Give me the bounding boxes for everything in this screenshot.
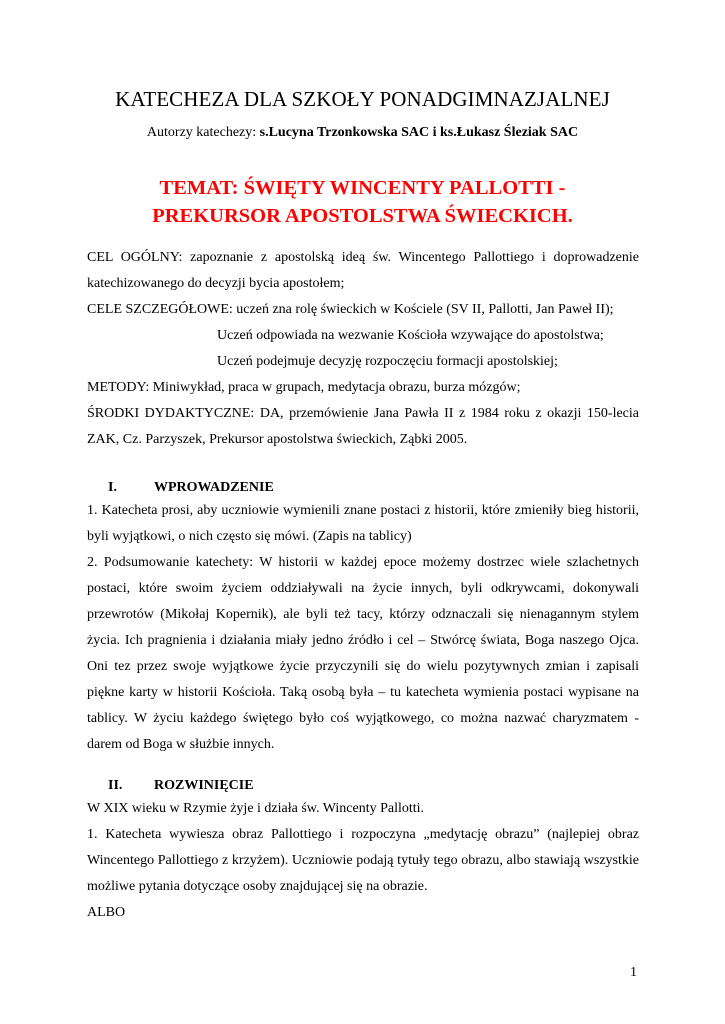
- authors-line: [0, 124, 725, 142]
- methods: METODY: Miniwykład, praca w grupach, medytacja obrazu, burza mózgów;: [87, 380, 521, 395]
- specific-goal-2: Uczeń odpowiada na wezwanie Kościoła wzywające do apostolstwa;: [217, 328, 604, 343]
- page-number: 1: [630, 965, 637, 980]
- topic-line-1: TEMAT: ŚWIĘTY WINCENTY PALLOTTI -: [159, 177, 566, 199]
- section-1-title: WPROWADZENIE: [154, 480, 274, 495]
- topic-line-2: PREKURSOR APOSTOLSTWA ŚWIECKICH.: [152, 205, 573, 227]
- authors-prefix: Autorzy katechezy:: [146, 125, 260, 140]
- authors-names: s.Lucyna Trzonkowska SAC i ks.Łukasz Śleziak SAC: [259, 125, 579, 140]
- specific-goals: CELE SZCZEGÓŁOWE: uczeń zna rolę świeckich w Kościele (SV II, Pallotti, Jan Paweł II);: [87, 302, 614, 317]
- section-1-body: [87, 498, 639, 758]
- section-2-title: ROZWINIĘCIE: [154, 778, 254, 793]
- section-1-heading: [108, 478, 274, 498]
- section-2-paragraph-2: 1. Katecheta wywiesza obraz Pallottiego i rozpoczyna „medytację obrazu” (najlepiej obraz Wincentego Pallottiego z krzyżem). Uczniowie podają tytuły tego obrazu, albo stawiają wszystkie możliwe pytania dotyczące osoby znajdującej się na obrazie.: [87, 827, 639, 894]
- document-title: KATECHEZA DLA SZKOŁY PONADGIMNAZJALNEJ: [115, 87, 610, 111]
- teaching-aids: ŚRODKI DYDAKTYCZNE: DA, przemówienie Jana Pawła II z 1984 roku z okazji 150-lecia ZAK, Cz. Parzyszek, Prekursor apostolstwa świeckich, Ząbki 2005.: [87, 406, 639, 447]
- section-2-paragraph-3: ALBO: [87, 905, 126, 920]
- section-2-number: II.: [108, 778, 123, 793]
- general-goal: CEL OGÓLNY: zapoznanie z apostolską ideą św. Wincentego Pallottiego i doprowadzenie katechizowanego do decyzji bycia apostołem;: [87, 250, 639, 291]
- section-1-paragraph-1: 1. Katecheta prosi, aby uczniowie wymienili znane postaci z historii, które zmieniły bieg historii, byli wyjątkowi, o nich często się mówi. (Zapis na tablicy): [87, 503, 639, 544]
- topic-heading: [0, 174, 725, 230]
- section-2-heading: [108, 776, 254, 796]
- lesson-goals: [87, 245, 639, 453]
- specific-goal-3: Uczeń podejmuje decyzję rozpoczęciu formacji apostolskiej;: [217, 354, 558, 369]
- section-1-paragraph-2: 2. Podsumowanie katechety: W historii w każdej epoce możemy dostrzec wiele szlachetnych postaci, które swoim życiem oddziaływali na życie innych, byli odkrywcami, dokonywali przewrotów (Mikołaj Kopernik), ale byli też tacy, którzy odznaczali się nienagannym stylem życia. Ich pragnienia i działania miały jedno źródło i cel – Stwórcę świata, Boga naszego Ojca. Oni tez przez swoje wyjątkowe życie przyczynili się do wielu pozytywnych zmian i zapisali piękne karty w historii Kościoła. Taką osobą była – tu katecheta wymienia postaci wypisane na tablicy. W życiu każdego świętego było coś wyjątkowego, co można nazwać charyzmatem - darem od Boga w służbie innych.: [87, 555, 639, 752]
- section-2-paragraph-1: W XIX wieku w Rzymie żyje i działa św. Wincenty Pallotti.: [87, 801, 425, 816]
- section-1-number: I.: [108, 480, 117, 495]
- section-2-body: [87, 796, 639, 926]
